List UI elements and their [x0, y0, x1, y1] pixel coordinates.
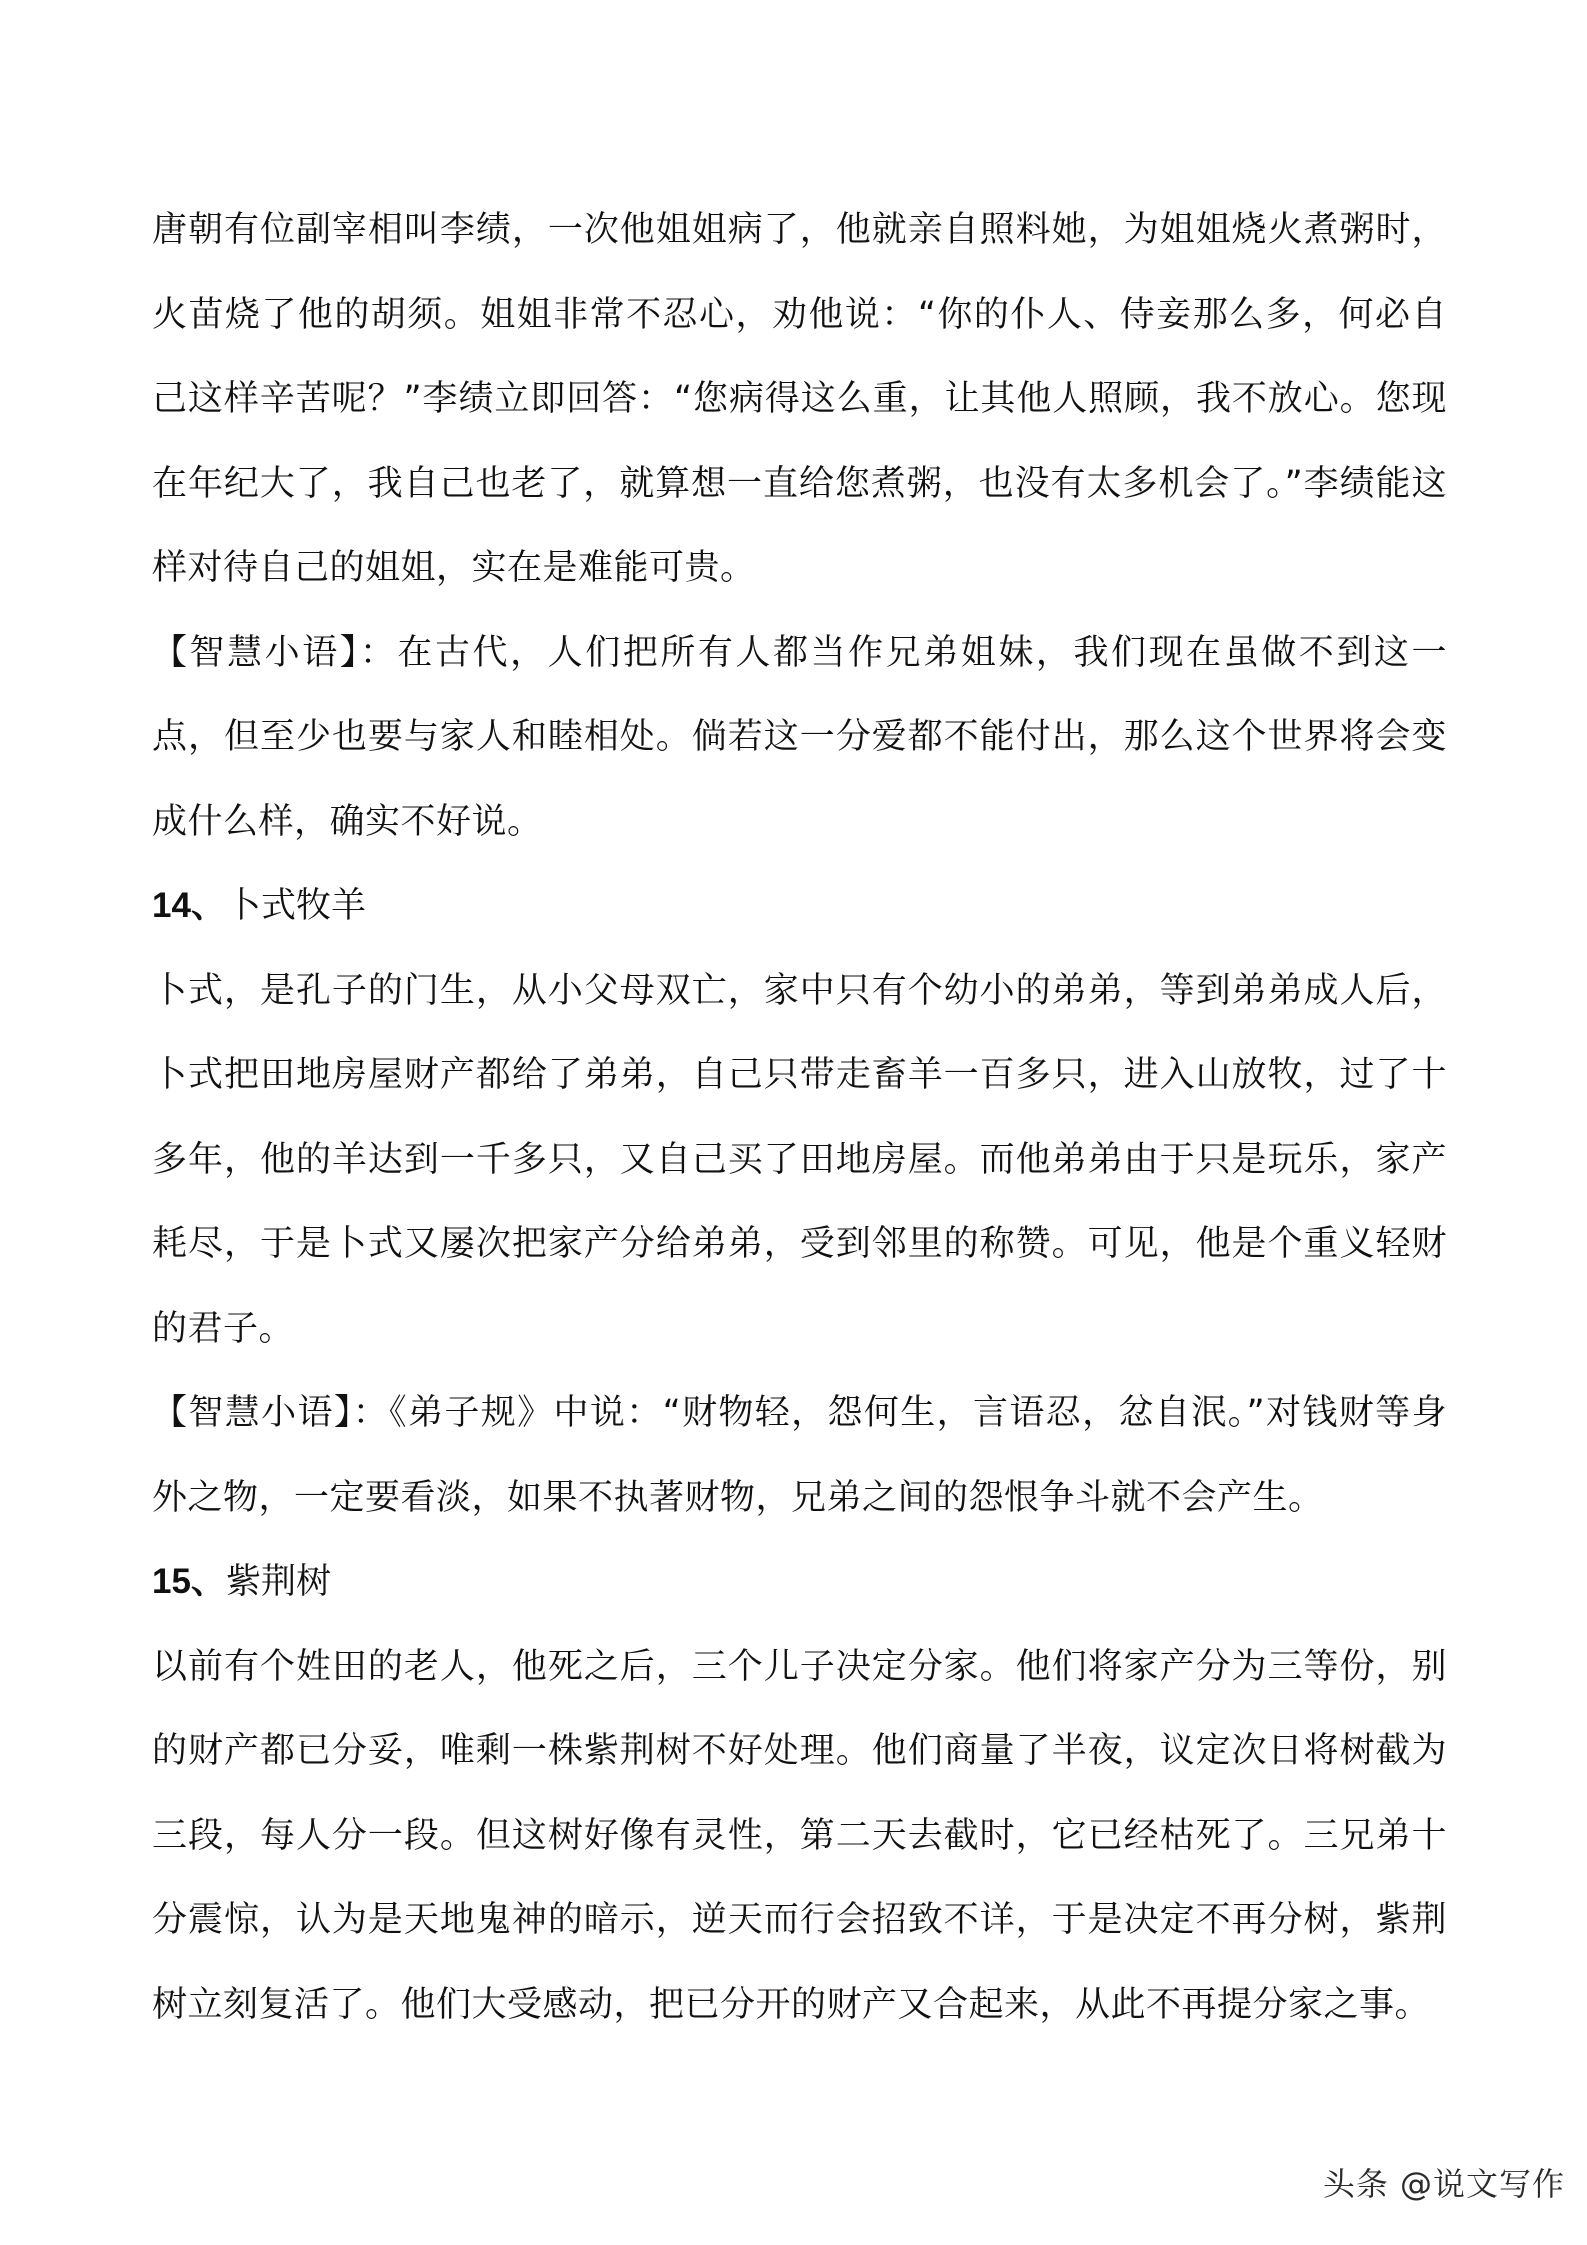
paragraph-redbud-tree-story: 以前有个姓田的老人，他死之后，三个儿子决定分家。他们将家产分为三等份，别的财产都已分妥，唯剩一株紫荆树不好处理。他们商量了半夜，议定次日将树截为三段，每人分一段。但这树好像有灵性，第二天去截时，它已经枯死了。三兄弟十分震惊，认为是天地鬼神的暗示，逆天而行会招致不详，于是决定不再分树，紫荆树立刻复活了。他们大受感动，把已分开的财产又合起来，从此不再提分家之事。	[152, 1646, 1447, 2025]
section-number-14: 14、	[152, 886, 226, 925]
section-heading-15	[152, 1540, 1447, 1625]
section-number-15: 15、	[152, 1562, 226, 1601]
paragraph-wisdom-note-1: 【智慧小语】：在古代，人们把所有人都当作兄弟姐妹，我们现在虽做不到这一点，但至少也要与家人和睦相处。倘若这一分爱都不能付出，那么这个世界将会变成什么样，确实不好说。	[152, 632, 1447, 842]
section-heading-14	[152, 864, 1447, 949]
section-title-15: 紫荆树	[225, 1562, 331, 1602]
watermark-text: 头条 @说文写作	[1322, 2165, 1565, 2203]
document-body	[152, 188, 1447, 2047]
paragraph-wisdom-note-2: 【智慧小语】：《弟子规》中说：“财物轻，怨何生，言语忍，忿自泯。”对钱财等身外之物，一定要看淡，如果不执著财物，兄弟之间的怨恨争斗就不会产生。	[152, 1393, 1447, 1518]
paragraph-li-ji-story: 唐朝有位副宰相叫李绩，一次他姐姐病了，他就亲自照料她，为姐姐烧火煮粥时，火苗烧了他的胡须。姐姐非常不忍心，劝他说：“你的仆人、侍妾那么多，何必自己这样辛苦呢？”李绩立即回答：“您病得这么重，让其他人照顾，我不放心。您现在年纪大了，我自己也老了，就算想一直给您煮粥，也没有太多机会了。”李绩能这样对待自己的姐姐，实在是难能可贵。	[152, 210, 1447, 588]
section-title-14: 卜式牧羊	[225, 886, 366, 926]
paragraph-bu-shi-story: 卜式，是孔子的门生，从小父母双亡，家中只有个幼小的弟弟，等到弟弟成人后，卜式把田地房屋财产都给了弟弟，自己只带走畜羊一百多只，进入山放牧，过了十多年，他的羊达到一千多只，又自己买了田地房屋。而他弟弟由于只是玩乐，家产耗尽，于是卜式又屡次把家产分给弟弟，受到邻里的称赞。可见，他是个重义轻财的君子。	[152, 970, 1447, 1349]
